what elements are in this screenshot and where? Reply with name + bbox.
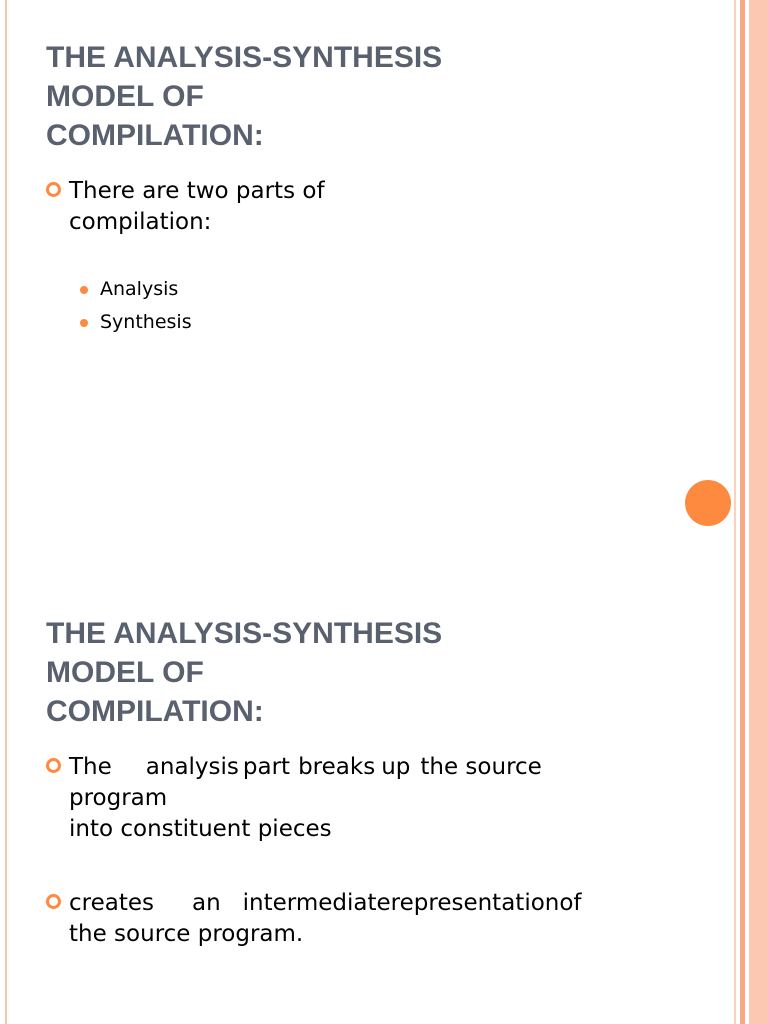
- right-border-line-1: [734, 0, 736, 1024]
- word: part: [242, 754, 291, 780]
- left-border-line: [5, 0, 7, 1024]
- slide1-bullet: [46, 176, 406, 238]
- right-border-line-2: [740, 0, 745, 1024]
- slide1-title-line2: MODEL OF: [46, 80, 204, 113]
- ring-bullet-icon: [46, 758, 61, 773]
- slide2-title-line1: THE ANALYSIS-SYNTHESIS: [46, 617, 443, 650]
- slide2-bullet-1: [46, 752, 646, 845]
- slide2-bullet-2-text: [69, 888, 646, 950]
- slide1-title-line3: COMPILATION:: [46, 119, 264, 152]
- dot-bullet-icon: [80, 319, 88, 327]
- slide2-title: [46, 614, 486, 731]
- bullet-line: the source program.: [69, 921, 304, 947]
- word: analysis: [145, 754, 239, 780]
- word: up: [381, 754, 411, 780]
- slide2-title-line3: COMPILATION:: [46, 695, 264, 728]
- word: breaks: [298, 754, 376, 780]
- ring-bullet-icon: [46, 894, 61, 909]
- ring-bullet-icon: [46, 182, 61, 197]
- word: representation: [390, 890, 560, 916]
- word: intermediate: [242, 890, 391, 916]
- sub-item-label: Synthesis: [100, 311, 192, 333]
- word: the source: [420, 754, 542, 780]
- word: an: [192, 890, 221, 916]
- sub-item-synthesis: [80, 310, 192, 335]
- slide2-title-line2: MODEL OF: [46, 656, 204, 689]
- word: The: [69, 754, 112, 780]
- word: of: [559, 890, 582, 916]
- bullet-line: into constituent pieces: [69, 816, 332, 842]
- slide1-title: [46, 38, 486, 155]
- right-border-band: [749, 0, 768, 1024]
- orange-circle-decoration: [685, 480, 731, 526]
- bullet-line: program: [69, 785, 168, 811]
- slide2-bullet-1-text: [69, 752, 646, 845]
- slide2-bullet-2: [46, 888, 646, 950]
- sub-item-analysis: [80, 277, 178, 302]
- bullet-line: [69, 754, 542, 780]
- slide1-title-line1: THE ANALYSIS-SYNTHESIS: [46, 41, 443, 74]
- dot-bullet-icon: [80, 286, 88, 294]
- slide1-bullet-text: There are two parts of compilation:: [69, 178, 325, 235]
- bullet-line: [69, 890, 582, 916]
- sub-item-label: Analysis: [100, 278, 179, 300]
- word: creates: [69, 890, 154, 916]
